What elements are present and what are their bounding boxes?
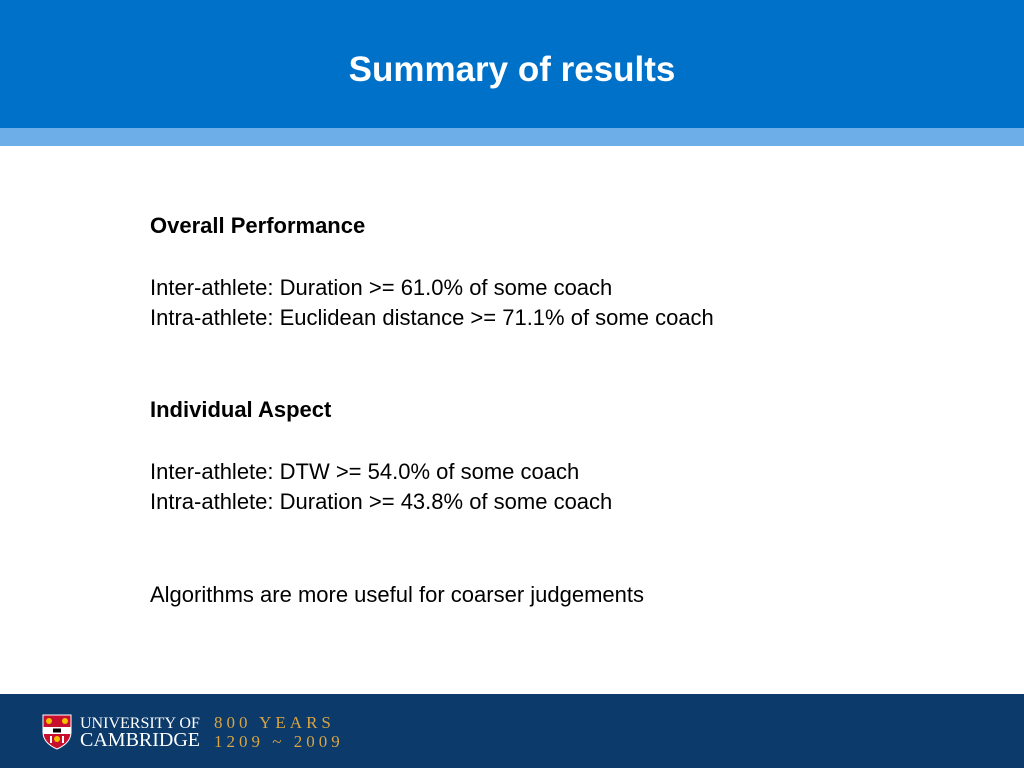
footer-bar <box>0 694 1024 768</box>
cambridge-shield-icon <box>42 714 72 750</box>
university-line2: CAMBRIDGE <box>80 729 201 751</box>
header-stripe <box>0 128 1024 146</box>
years-line1: 800 YEARS <box>214 713 335 732</box>
individual-intra-athlete-line: Intra-athlete: Duration >= 43.8% of some coach <box>150 489 613 514</box>
conclusion-line: Algorithms are more useful for coarser judgements <box>150 582 644 607</box>
cambridge-logo <box>42 714 344 750</box>
overall-intra-athlete-line: Intra-athlete: Euclidean distance >= 71.1% of some coach <box>150 305 714 330</box>
individual-inter-athlete-line: Inter-athlete: DTW >= 54.0% of some coach <box>150 459 580 484</box>
university-line1: UNIVERSITY OF <box>80 715 200 732</box>
overall-inter-athlete-line: Inter-athlete: Duration >= 61.0% of some coach <box>150 275 613 300</box>
years-line2: 1209 ~ 2009 <box>214 732 344 751</box>
section-heading-overall: Overall Performance <box>150 213 366 238</box>
university-wordmark <box>80 715 200 749</box>
anniversary-wordmark <box>214 713 344 751</box>
section-heading-individual: Individual Aspect <box>150 397 332 422</box>
slide-title: Summary of results <box>348 50 676 89</box>
